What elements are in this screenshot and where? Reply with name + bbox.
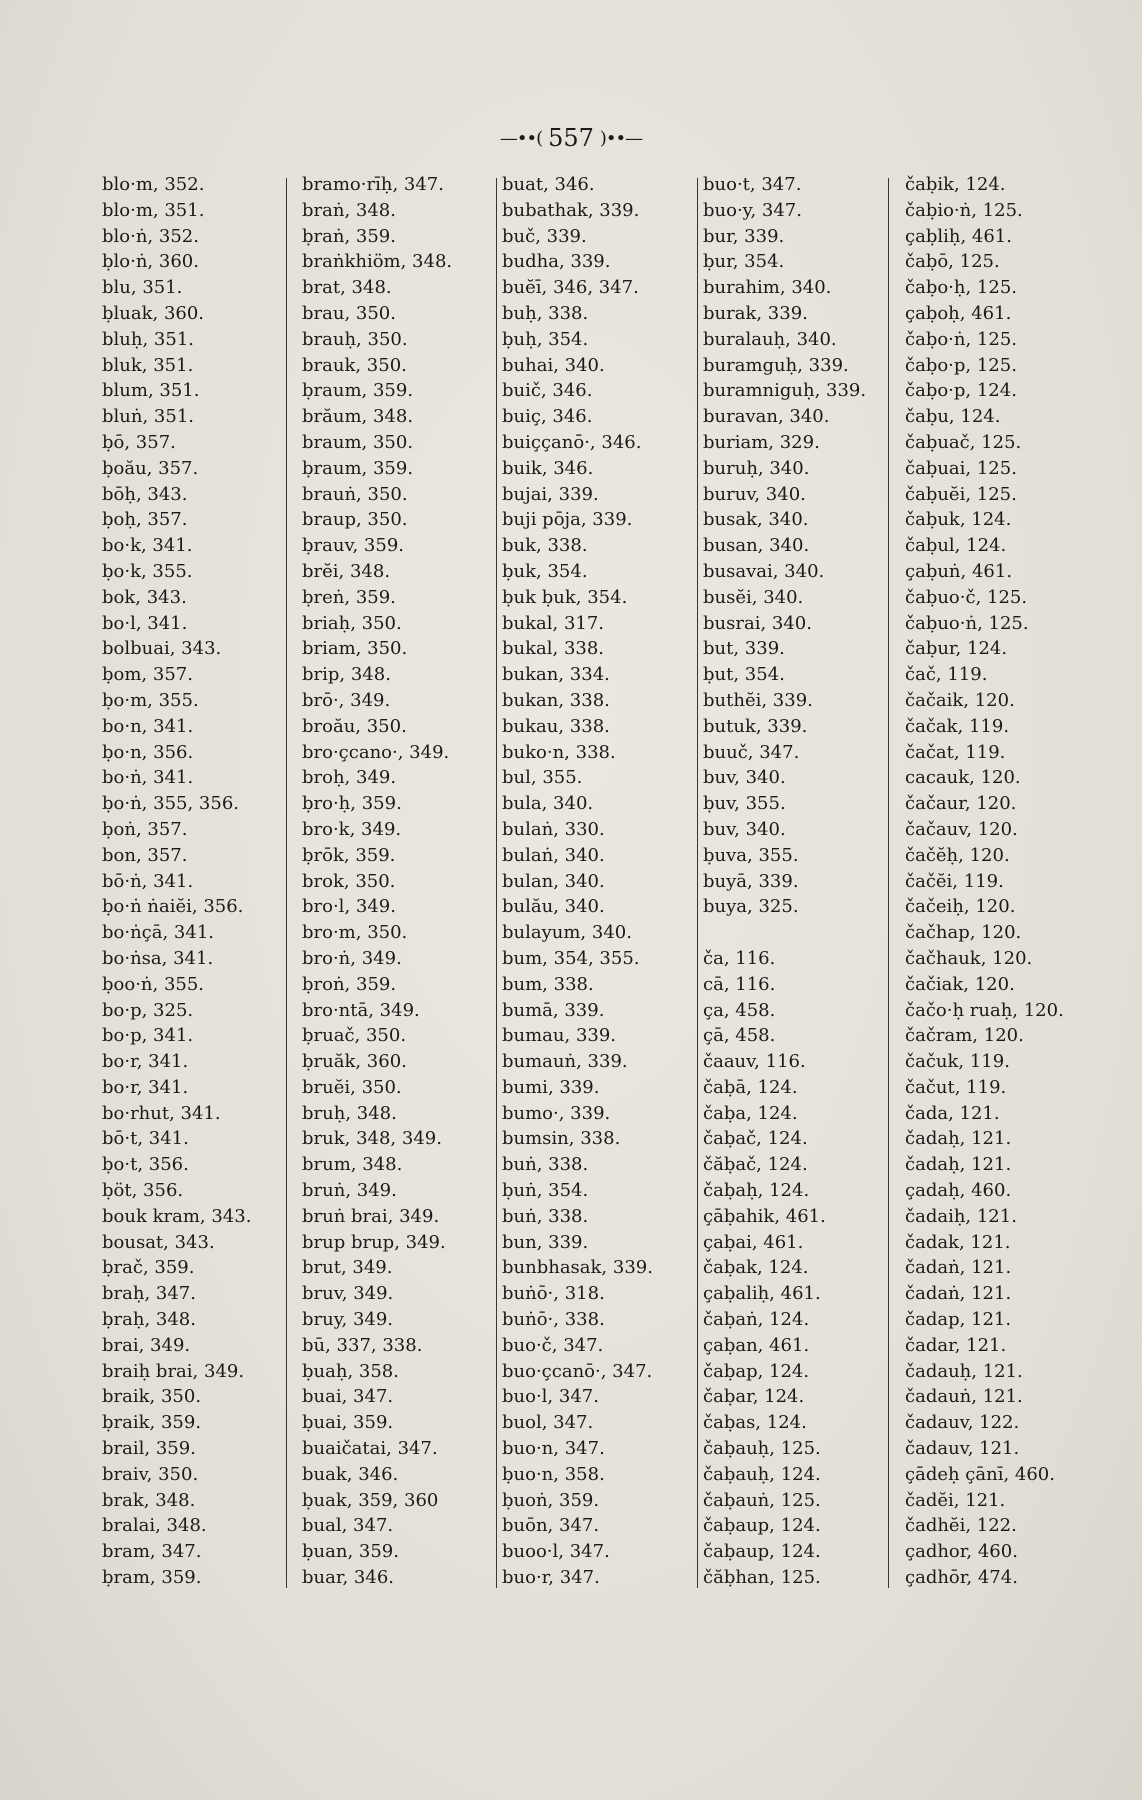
index-entry: čaḅā, 124. [703, 1076, 798, 1098]
index-entry: bro·çcano·, 349. [302, 741, 450, 763]
index-entry: čadar, 121. [905, 1334, 1007, 1356]
index-entry: çaḅoḥ, 461. [905, 302, 1012, 324]
index-entry: bruṅ, 349. [302, 1180, 397, 1202]
index-entry: buṅ, 338. [502, 1205, 589, 1227]
index-entry: bumi, 339. [502, 1076, 600, 1098]
index-entry: buĕī, 346, 347. [502, 277, 639, 299]
index-entry: bumo·, 339. [502, 1102, 611, 1124]
index-entry: cā, 116. [703, 973, 776, 995]
index-entry: buralauḥ, 340. [703, 328, 837, 350]
index-entry: ḅuva, 355. [703, 844, 799, 866]
index-entry: čaḅas, 124. [703, 1412, 807, 1434]
index-entry: čaḅak, 124. [703, 1257, 809, 1279]
index-entry: čaḅuai, 125. [905, 457, 1017, 479]
index-entry: bouk kram, 343. [102, 1205, 252, 1227]
index-entry: čaḅu, 124. [905, 406, 1001, 428]
index-entry: brai, 349. [102, 1334, 191, 1356]
index-entry: buṅō·, 338. [502, 1309, 605, 1331]
index-entry: buol, 347. [502, 1412, 594, 1434]
index-entry: burahim, 340. [703, 277, 832, 299]
index-entry: bur, 339. [703, 225, 785, 247]
index-entry: čaḅa, 124. [703, 1102, 798, 1124]
index-entry: broău, 350. [302, 715, 407, 737]
index-entry: bunbhasak, 339. [502, 1257, 653, 1279]
index-entry: çāḅahik, 461. [703, 1205, 826, 1227]
header-ornament-right: )••— [599, 127, 643, 149]
index-entry: buuč, 347. [703, 741, 800, 763]
index-entry: çaḅliḥ, 461. [905, 225, 1012, 247]
index-entry: čaḅauṅ, 125. [703, 1489, 821, 1511]
index-entry: bulaṅ, 330. [502, 818, 605, 840]
index-entry: brĕi, 348. [302, 560, 391, 582]
index-entry: brau, 350. [302, 302, 396, 324]
index-entry: čaḅap, 124. [703, 1360, 810, 1382]
index-entry: buo·y, 347. [703, 199, 802, 221]
index-entry: ḅur, 354. [703, 251, 785, 273]
index-column-5 [905, 172, 1095, 1591]
index-entry: ḅlo·ṅ, 360. [102, 251, 199, 273]
index-entry: çaḅai, 461. [703, 1231, 804, 1253]
index-entry: čaḅuk, 124. [905, 509, 1012, 531]
index-entry: buṅō·, 318. [502, 1283, 605, 1305]
index-entry: braṅ, 348. [302, 199, 396, 221]
index-entry: butuk, 339. [703, 715, 808, 737]
index-entry: čaḅaḥ, 124. [703, 1180, 810, 1202]
index-entry: bro·k, 349. [302, 818, 402, 840]
page-header [0, 124, 1142, 152]
index-entry: buo·t, 347. [703, 174, 802, 195]
index-entry: ḅuai, 359. [302, 1412, 394, 1434]
index-entry: čačĕḥ, 120. [905, 844, 1010, 866]
index-entry: ḅo·m, 355. [102, 689, 199, 711]
index-entry: bukan, 334. [502, 664, 610, 686]
index-entry: bluk, 351. [102, 354, 194, 376]
index-entry: brip, 348. [302, 664, 391, 686]
index-entry: čadaḥ, 121. [905, 1154, 1012, 1176]
index-entry: čačeiḥ, 120. [905, 896, 1016, 918]
index-entry: çādeḥ çānī, 460. [905, 1463, 1055, 1485]
index-entry: čaḅo·ṅ, 125. [905, 328, 1018, 350]
index-entry: buik, 346. [502, 457, 594, 479]
index-entry: ḅoău, 357. [102, 457, 199, 479]
index-entry: buruv, 340. [703, 483, 806, 505]
index-entry: bo·ṅsa, 341. [102, 947, 214, 969]
index-entry: braup, 350. [302, 509, 408, 531]
index-entry: bo·k, 341. [102, 535, 193, 557]
index-entry: čaḅuo·ṅ, 125. [905, 612, 1029, 634]
index-entry: bōḥ, 343. [102, 483, 188, 505]
index-entry: brauṅ, 350. [302, 483, 408, 505]
index-entry: cacauk, 120. [905, 767, 1021, 789]
index-entry: bousat, 343. [102, 1231, 215, 1253]
index-entry: bumsin, 338. [502, 1128, 621, 1150]
index-entry: bram, 347. [102, 1541, 202, 1563]
index-entry: çadhor, 460. [905, 1541, 1018, 1563]
index-entry: braiḥ brai, 349. [102, 1360, 245, 1382]
index-entry: čaḅač, 124. [703, 1128, 808, 1150]
index-column-4 [703, 172, 883, 1591]
index-entry: brak, 348. [102, 1489, 196, 1511]
index-entry: čada, 121. [905, 1102, 1000, 1124]
index-entry: bukal, 338. [502, 638, 605, 660]
index-entry: ḅo·ṅ, 355, 356. [102, 793, 239, 815]
index-entry: buo·č, 347. [502, 1334, 604, 1356]
index-entry: čač, 119. [905, 664, 988, 686]
index-entry: burak, 339. [703, 302, 808, 324]
index-entry: çadhōr, 474. [905, 1567, 1018, 1589]
index-entry: buv, 340. [703, 818, 786, 840]
index-entry: bulayum, 340. [502, 922, 632, 944]
index-entry: čaḅauḥ, 125. [703, 1438, 821, 1460]
index-entry: briaḥ, 350. [302, 612, 402, 634]
index-entry: bluḥ, 351. [102, 328, 194, 350]
index-entry: bo·ṅçā, 341. [102, 922, 215, 944]
index-entry: blo·m, 352. [102, 174, 205, 195]
index-entry: čadak, 121. [905, 1231, 1011, 1253]
index-entry: buk, 338. [502, 535, 588, 557]
index-entry: čačauv, 120. [905, 818, 1018, 840]
index-entry: bukal, 317. [502, 612, 605, 634]
index-entry: čačiak, 120. [905, 973, 1015, 995]
index-entry: bukan, 338. [502, 689, 610, 711]
index-entry: ḅoḥ, 357. [102, 509, 188, 531]
index-entry: bo·p, 341. [102, 1025, 194, 1047]
index-entry: buiç, 346. [502, 406, 593, 428]
index-entry: ḅuḥ, 354. [502, 328, 589, 350]
header-ornament-left: —••( [499, 127, 543, 149]
index-entry: buya, 325. [703, 896, 799, 918]
index-entry: čadauv, 121. [905, 1438, 1020, 1460]
index-entry: čaḅaup, 124. [703, 1515, 821, 1537]
index-entry: ḅraik, 359. [102, 1412, 202, 1434]
index-entry: čačo·ḥ ruaḥ, 120. [905, 999, 1064, 1021]
index-entry: čaḅo·p, 125. [905, 354, 1017, 376]
index-entry: ça, 458. [703, 999, 776, 1021]
index-entry: čadap, 121. [905, 1309, 1012, 1331]
index-entry: ḅroṅ, 359. [302, 973, 397, 995]
index-entry: bumauṅ, 339. [502, 1051, 628, 1073]
index-entry: buo·çcanō·, 347. [502, 1360, 653, 1382]
index-columns [0, 172, 1142, 1592]
index-entry: brut, 349. [302, 1257, 393, 1279]
index-entry: čaḅaṅ, 124. [703, 1309, 810, 1331]
index-entry: buak, 346. [302, 1463, 399, 1485]
index-entry: ḅuo·n, 358. [502, 1463, 605, 1485]
index-entry: bubathak, 339. [502, 199, 640, 221]
index-entry: ḅruăk, 360. [302, 1051, 407, 1073]
index-entry: čaauv, 116. [703, 1051, 806, 1073]
index-entry: buič, 346. [502, 380, 593, 402]
index-entry: bulan, 340. [502, 870, 605, 892]
index-entry: bruv, 349. [302, 1283, 394, 1305]
index-entry: čačhauk, 120. [905, 947, 1033, 969]
index-entry: busavai, 340. [703, 560, 825, 582]
index-entry: çadaḥ, 460. [905, 1180, 1012, 1202]
index-entry: ḅro·ḥ, 359. [302, 793, 402, 815]
index-entry: brail, 359. [102, 1438, 196, 1460]
index-entry: ḅo·t, 356. [102, 1154, 189, 1176]
index-entry: brăum, 348. [302, 406, 414, 428]
index-entry: bula, 340. [502, 793, 594, 815]
index-entry: čaḅuač, 125. [905, 431, 1022, 453]
index-entry: blo·ṅ, 352. [102, 225, 199, 247]
index-entry: buaičatai, 347. [302, 1438, 438, 1460]
index-entry: buat, 346. [502, 174, 595, 195]
index-entry: čačak, 119. [905, 715, 1010, 737]
index-entry: ḅuan, 359. [302, 1541, 399, 1563]
index-entry: brauk, 350. [302, 354, 407, 376]
index-entry: bun, 339. [502, 1231, 589, 1253]
index-entry: čadaṅ, 121. [905, 1283, 1012, 1305]
index-entry: buiççanō·, 346. [502, 431, 642, 453]
index-entry: čăḅač, 124. [703, 1154, 808, 1176]
index-entry: çaḅaliḥ, 461. [703, 1283, 821, 1305]
index-entry: briam, 350. [302, 638, 408, 660]
index-entry: čaḅar, 124. [703, 1386, 805, 1408]
index-column-3 [502, 172, 692, 1591]
index-entry: busrai, 340. [703, 612, 812, 634]
index-entry: ḅraḥ, 348. [102, 1309, 196, 1331]
index-entry: bruy, 349. [302, 1309, 394, 1331]
index-entry: čačaik, 120. [905, 689, 1015, 711]
index-entry: čačut, 119. [905, 1076, 1007, 1098]
index-entry: buṅ, 338. [502, 1154, 589, 1176]
index-entry: bō·t, 341. [102, 1128, 189, 1150]
index-entry: čadaiḥ, 121. [905, 1205, 1017, 1227]
index-entry: buko·n, 338. [502, 741, 616, 763]
index-entry: ḅo·n, 356. [102, 741, 194, 763]
index-entry: bo·ṅ, 341. [102, 767, 194, 789]
index-entry: ḅluak, 360. [102, 302, 205, 324]
index-entry: čaḅuo·č, 125. [905, 586, 1028, 608]
index-entry: blo·m, 351. [102, 199, 205, 221]
index-entry: čaḅul, 124. [905, 535, 1007, 557]
index-entry: broḥ, 349. [302, 767, 397, 789]
index-entry: buč, 339. [502, 225, 587, 247]
index-entry: ḅom, 357. [102, 664, 193, 686]
index-entry: čadĕi, 121. [905, 1489, 1006, 1511]
index-entry: bro·ntā, 349. [302, 999, 420, 1021]
index-entry: čadaṅ, 121. [905, 1257, 1012, 1279]
index-entry: bruṅ brai, 349. [302, 1205, 440, 1227]
index-entry: buōn, 347. [502, 1515, 600, 1537]
index-entry: blu, 351. [102, 277, 183, 299]
index-entry: buramguḥ, 339. [703, 354, 849, 376]
index-entry: bo·r, 341. [102, 1076, 189, 1098]
index-entry: ḅraṅ, 359. [302, 225, 396, 247]
index-entry: bok, 343. [102, 586, 187, 608]
index-entry: čadauṅ, 121. [905, 1386, 1023, 1408]
index-entry: buai, 347. [302, 1386, 394, 1408]
index-entry: buo·n, 347. [502, 1438, 605, 1460]
index-entry: buhai, 340. [502, 354, 605, 376]
index-entry: braik, 350. [102, 1386, 202, 1408]
index-entry: brok, 350. [302, 870, 396, 892]
index-entry: čadauḥ, 121. [905, 1360, 1023, 1382]
index-entry: blum, 351. [102, 380, 200, 402]
index-entry: bujai, 339. [502, 483, 599, 505]
index-entry: braiv, 350. [102, 1463, 199, 1485]
index-entry: braum, 350. [302, 431, 414, 453]
index-entry: buv, 340. [703, 767, 786, 789]
index-entry: bro·ṅ, 349. [302, 947, 402, 969]
index-entry: ḅraum, 359. [302, 380, 414, 402]
index-entry: čačat, 119. [905, 741, 1006, 763]
index-entry: busak, 340. [703, 509, 809, 531]
index-entry: ḅuoṅ, 359. [502, 1489, 600, 1511]
index-entry: bolbuai, 343. [102, 638, 222, 660]
index-entry: brat, 348. [302, 277, 392, 299]
index-entry: buyā, 339. [703, 870, 799, 892]
index-entry: čačram, 120. [905, 1025, 1024, 1047]
index-column-2 [302, 172, 492, 1591]
index-entry: bō·ṅ, 341. [102, 870, 194, 892]
index-entry: ḅo·k, 355. [102, 560, 193, 582]
index-entry: ḅöt, 356. [102, 1180, 184, 1202]
index-entry: bū, 337, 338. [302, 1334, 423, 1356]
index-entry: bum, 354, 355. [502, 947, 640, 969]
index-entry: čačuk, 119. [905, 1051, 1010, 1073]
index-entry: čaḅaup, 124. [703, 1541, 821, 1563]
index-entry: ḅruač, 350. [302, 1025, 407, 1047]
index-entry: bual, 347. [302, 1515, 394, 1537]
index-entry: bruĕi, 350. [302, 1076, 402, 1098]
index-entry: ḅuaḥ, 358. [302, 1360, 399, 1382]
index-entry: ḅuk, 354. [502, 560, 588, 582]
index-entry [703, 920, 883, 946]
index-entry: ḅoṅ, 357. [102, 818, 188, 840]
index-entry: buriam, 329. [703, 431, 820, 453]
index-entry: brup brup, 349. [302, 1231, 446, 1253]
index-entry: bulaṅ, 340. [502, 844, 605, 866]
index-entry: çaḅan, 461. [703, 1334, 810, 1356]
index-entry: brauḥ, 350. [302, 328, 408, 350]
index-entry: čaḅik, 124. [905, 174, 1006, 195]
index-entry: ča, 116. [703, 947, 776, 969]
index-entry: čaḅur, 124. [905, 638, 1008, 660]
index-entry: bro·l, 349. [302, 896, 396, 918]
index-entry: bruḥ, 348. [302, 1102, 397, 1124]
index-entry: buthĕi, 339. [703, 689, 813, 711]
index-entry: busĕi, 340. [703, 586, 804, 608]
index-entry: buo·l, 347. [502, 1386, 599, 1408]
index-entry: braḥ, 347. [102, 1283, 196, 1305]
index-entry: buḥ, 338. [502, 302, 589, 324]
index-entry: čačhap, 120. [905, 922, 1022, 944]
page-number: 557 [548, 124, 594, 152]
index-entry: buji pōja, 339. [502, 509, 633, 531]
index-entry: buravan, 340. [703, 406, 830, 428]
index-entry: čăḅhan, 125. [703, 1567, 821, 1589]
index-entry: ḅrōk, 359. [302, 844, 396, 866]
index-entry: ḅuk ḅuk, 354. [502, 586, 628, 608]
index-entry: bum, 338. [502, 973, 594, 995]
index-entry: ḅrač, 359. [102, 1257, 195, 1279]
index-entry: bukau, 338. [502, 715, 610, 737]
index-entry: ḅraum, 359. [302, 457, 414, 479]
index-entry: ḅram, 359. [102, 1567, 202, 1589]
index-entry: ḅoo·ṅ, 355. [102, 973, 205, 995]
index-entry: buoo·l, 347. [502, 1541, 610, 1563]
index-entry: čačaur, 120. [905, 793, 1017, 815]
index-entry: ḅō, 357. [102, 431, 176, 453]
index-entry: buar, 346. [302, 1567, 394, 1589]
index-entry: brō·, 349. [302, 689, 391, 711]
index-entry: bo·p, 325. [102, 999, 194, 1021]
index-entry: čaḅauḥ, 124. [703, 1463, 821, 1485]
index-entry: busan, 340. [703, 535, 810, 557]
index-entry: brum, 348. [302, 1154, 403, 1176]
index-entry: čaḅio·ṅ, 125. [905, 199, 1023, 221]
index-entry: bo·r, 341. [102, 1051, 189, 1073]
index-entry: buo·r, 347. [502, 1567, 600, 1589]
index-entry: čaḅō, 125. [905, 251, 1000, 273]
index-entry: ḅut, 354. [703, 664, 785, 686]
index-entry: ḅrauv, 359. [302, 535, 405, 557]
index-entry: bumā, 339. [502, 999, 605, 1021]
index-entry: budha, 339. [502, 251, 611, 273]
index-entry: ḅuṅ, 354. [502, 1180, 589, 1202]
index-entry: çaḅuṅ, 461. [905, 560, 1013, 582]
index-entry: ḅuv, 355. [703, 793, 786, 815]
index-entry: ḅuak, 359, 360 [302, 1489, 439, 1511]
index-entry: bruk, 348, 349. [302, 1128, 442, 1150]
index-entry: čačĕi, 119. [905, 870, 1004, 892]
index-entry: bro·m, 350. [302, 922, 408, 944]
index-entry: bumau, 339. [502, 1025, 617, 1047]
index-entry: ḅo·ṅ ṅaiĕi, 356. [102, 896, 244, 918]
index-entry: čadauv, 122. [905, 1412, 1020, 1434]
index-entry: braṅkhiöm, 348. [302, 251, 453, 273]
index-entry: čaḅo·p, 124. [905, 380, 1017, 402]
index-entry: čadaḥ, 121. [905, 1128, 1012, 1150]
index-entry: bramo·rīḥ, 347. [302, 174, 444, 195]
index-entry: bo·l, 341. [102, 612, 188, 634]
index-entry: čaḅo·ḥ, 125. [905, 277, 1018, 299]
index-entry: bluṅ, 351. [102, 406, 194, 428]
index-entry: bralai, 348. [102, 1515, 207, 1537]
index-entry: čaḅuĕi, 125. [905, 483, 1017, 505]
index-entry: bo·n, 341. [102, 715, 194, 737]
index-entry: buramniguḥ, 339. [703, 380, 867, 402]
index-entry: ḅreṅ, 359. [302, 586, 396, 608]
index-entry: bul, 355. [502, 767, 583, 789]
index-entry: bulău, 340. [502, 896, 605, 918]
index-entry: čadhĕi, 122. [905, 1515, 1017, 1537]
index-entry: bon, 357. [102, 844, 188, 866]
index-column-1 [102, 172, 280, 1591]
index-entry: bo·rhut, 341. [102, 1102, 221, 1124]
index-entry: buruḥ, 340. [703, 457, 810, 479]
index-entry: but, 339. [703, 638, 785, 660]
index-entry: çā, 458. [703, 1025, 776, 1047]
